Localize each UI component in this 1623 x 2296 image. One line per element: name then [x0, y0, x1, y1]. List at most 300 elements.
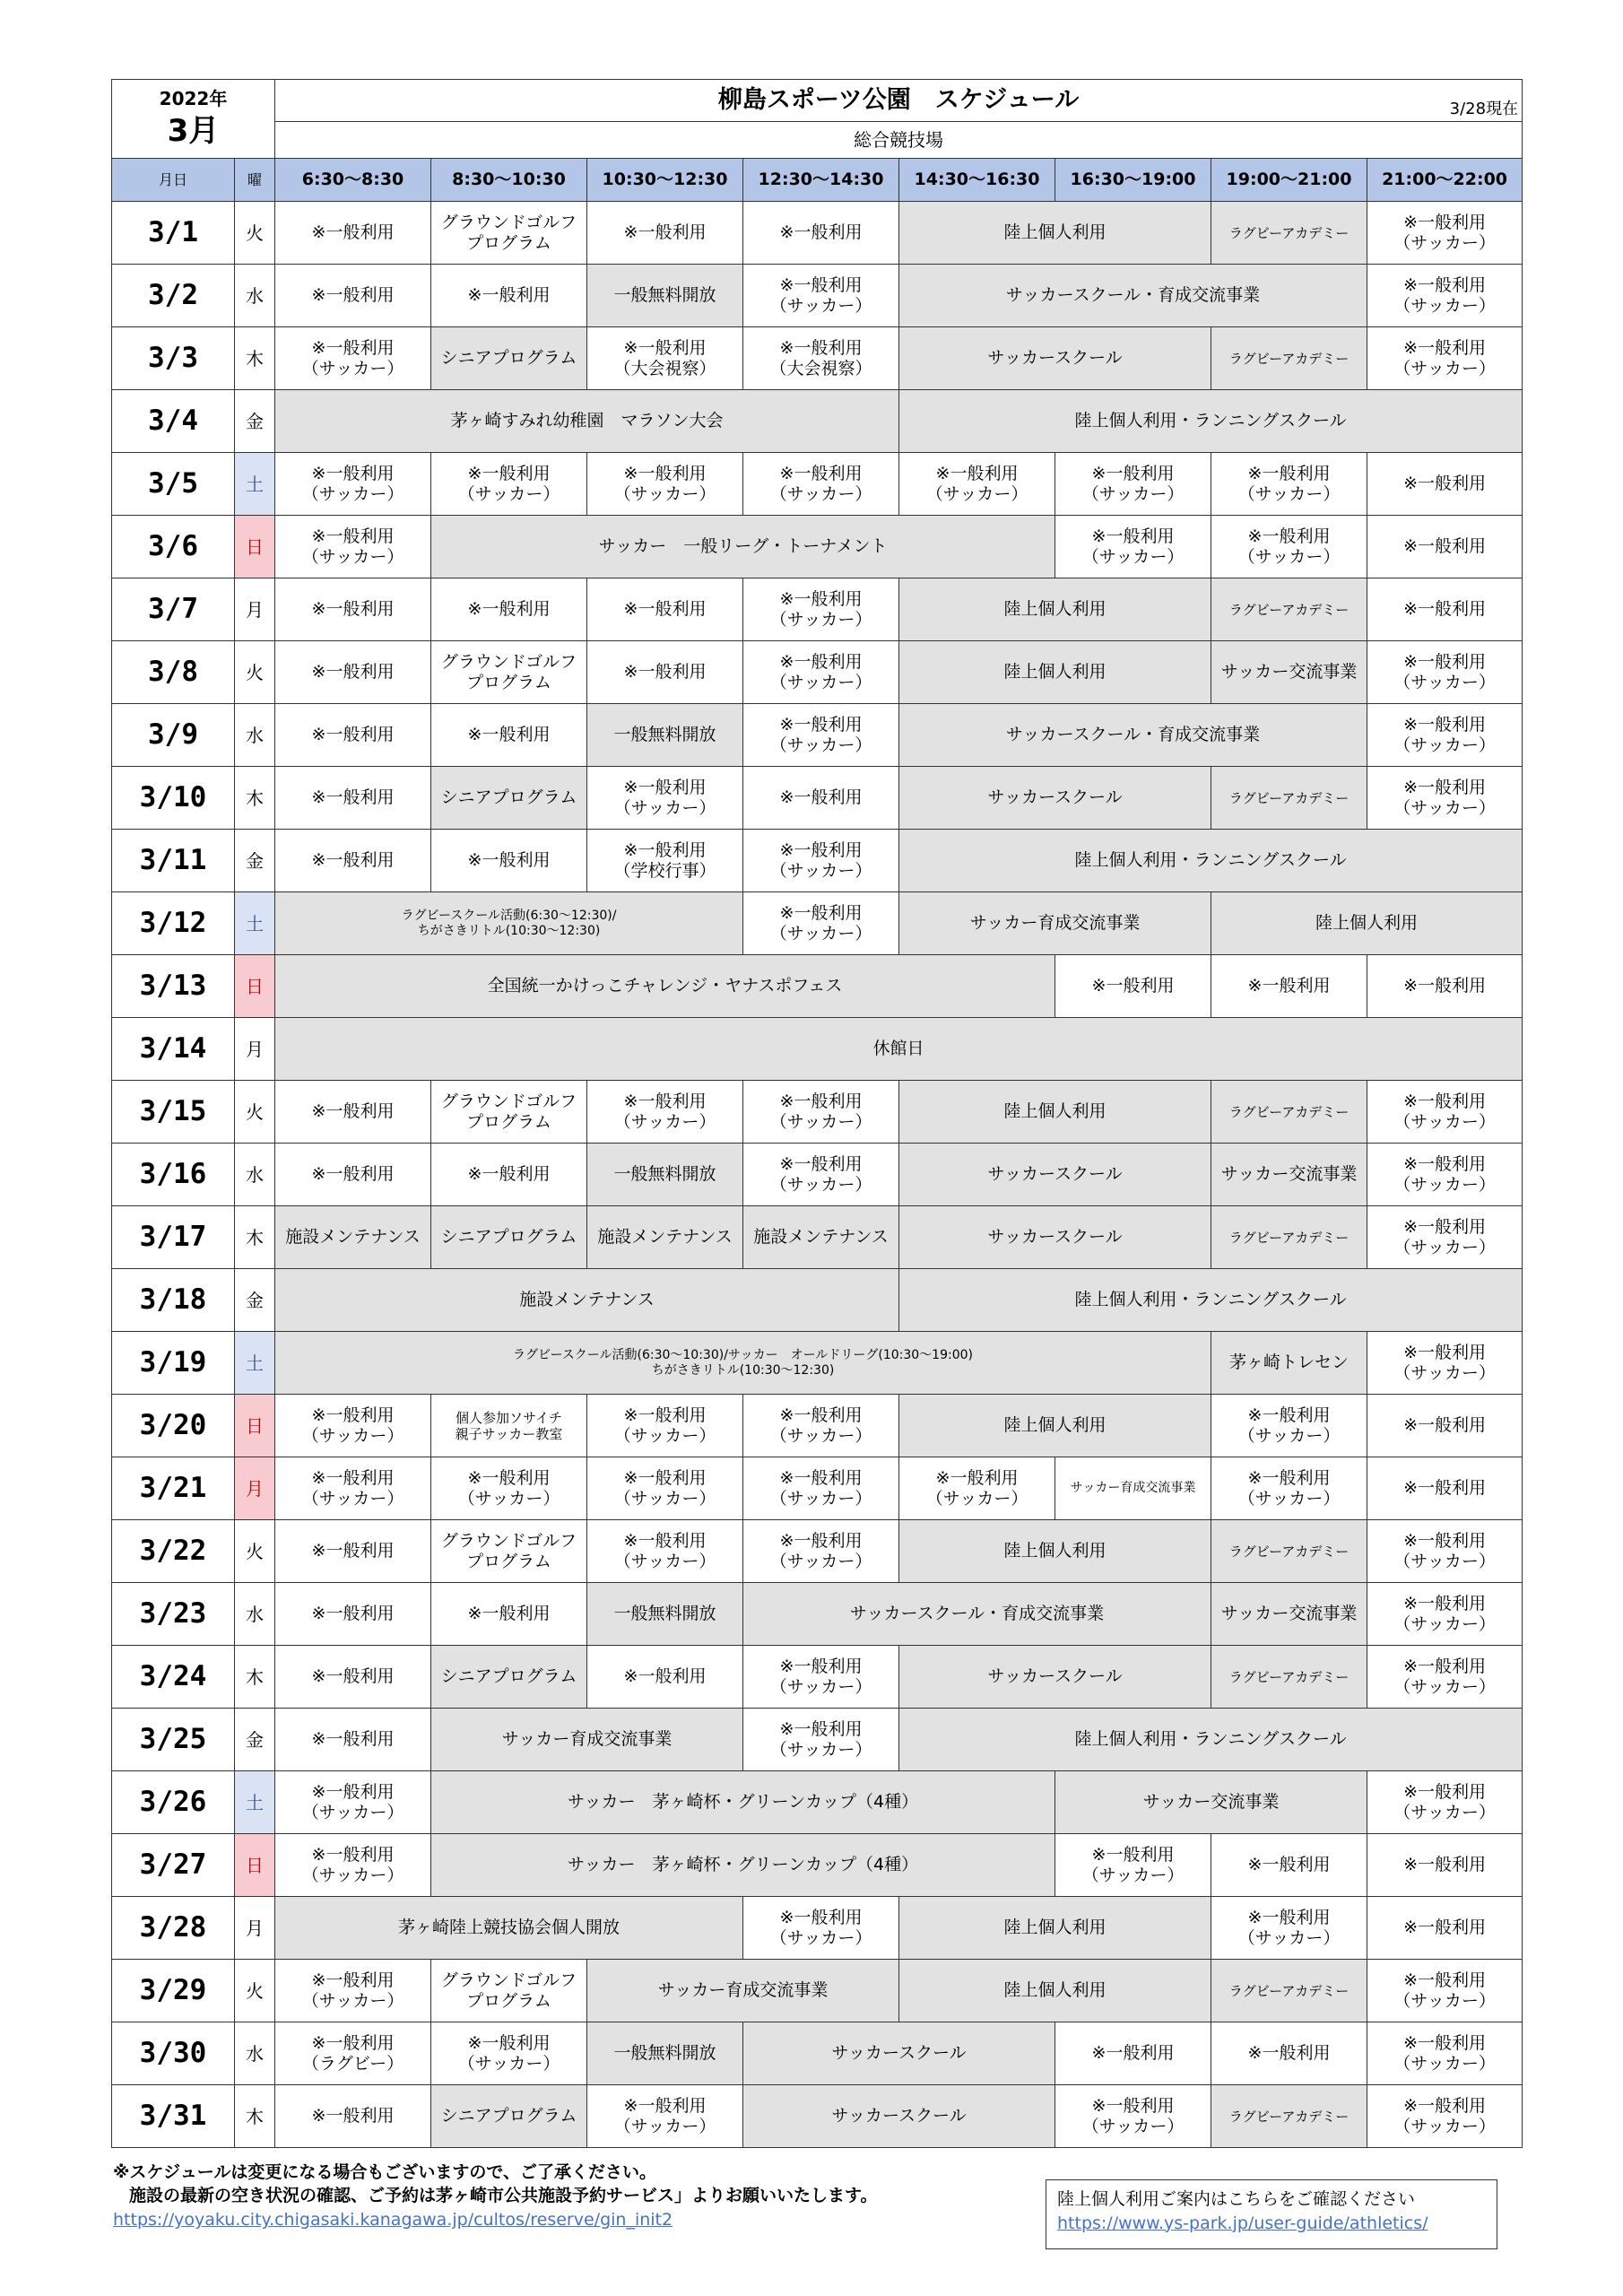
- schedule-cell: [899, 1269, 1523, 1332]
- schedule-cell: [587, 2022, 743, 2085]
- row-day-of-week: 水: [235, 1144, 275, 1206]
- schedule-cell-text: 施設メンテナンス: [597, 1227, 733, 1248]
- schedule-cell-text: ※一般利用: [311, 526, 395, 546]
- schedule-cell: [743, 1081, 899, 1144]
- athletics-info-box: [1046, 2179, 1497, 2249]
- schedule-cell-text: サッカー 一般リーグ・トーナメント: [598, 536, 888, 557]
- row-day-of-week: 土: [235, 892, 275, 955]
- schedule-cell-text: ※一般利用: [779, 1718, 863, 1739]
- schedule-cell: [1367, 1771, 1523, 1834]
- schedule-cell: [1367, 955, 1523, 1018]
- schedule-cell-text: グラウンドゴルフ: [440, 1091, 577, 1111]
- table-row: [112, 641, 1523, 704]
- schedule-cell: [1211, 1332, 1367, 1395]
- schedule-cell: [275, 1395, 431, 1457]
- schedule-cell-text: （サッカー）: [1237, 1425, 1341, 1446]
- schedule-cell-text: （サッカー）: [613, 797, 716, 818]
- schedule-cell: [587, 1081, 743, 1144]
- schedule-cell-text: （サッカー）: [1237, 483, 1341, 504]
- row-date: 3/27: [112, 1834, 235, 1897]
- schedule-cell: [899, 1646, 1211, 1709]
- schedule-cell: [1367, 1395, 1523, 1457]
- schedule-cell: [587, 1206, 743, 1269]
- schedule-cell: [899, 1960, 1211, 2022]
- schedule-cell: [899, 1709, 1523, 1771]
- schedule-cell-text: シニアプログラム: [440, 1227, 577, 1248]
- schedule-cell: [1211, 1457, 1367, 1520]
- schedule-cell-text: サッカースクール・育成交流事業: [1005, 285, 1261, 306]
- row-date: 3/28: [112, 1897, 235, 1960]
- schedule-cell-text: 陸上個人利用: [1003, 1415, 1107, 1436]
- schedule-cell-text: （サッカー）: [1393, 1676, 1496, 1697]
- schedule-cell-text: ※一般利用: [623, 222, 707, 243]
- schedule-cell-text: サッカースクール: [987, 1666, 1123, 1687]
- schedule-cell: [1211, 578, 1367, 641]
- schedule-cell: [899, 1395, 1211, 1457]
- schedule-cell: [587, 1144, 743, 1206]
- schedule-cell-text: （サッカー）: [769, 923, 872, 944]
- schedule-cell-text: （サッカー）: [1237, 1488, 1341, 1509]
- schedule-cell: [1055, 1834, 1211, 1897]
- schedule-cell-text: （サッカー）: [769, 1174, 872, 1195]
- schedule-cell-text: （サッカー）: [1393, 1551, 1496, 1571]
- schedule-cell: [275, 1144, 431, 1206]
- schedule-cell: [1055, 955, 1211, 1018]
- schedule-cell: [275, 202, 431, 265]
- athletics-info-link[interactable]: https://www.ys-park.jp/user-guide/athletics/: [1057, 2213, 1428, 2233]
- schedule-cell-text: サッカー 茅ヶ崎杯・グリーンカップ（4種）: [567, 1792, 919, 1813]
- schedule-cell-text: （サッカー）: [1393, 358, 1496, 378]
- row-date: 3/30: [112, 2022, 235, 2085]
- header-slot: 8:30～10:30: [431, 159, 587, 202]
- schedule-cell-text: ※一般利用: [623, 337, 707, 358]
- table-row: [112, 327, 1523, 390]
- schedule-cell-text: 陸上個人利用: [1003, 1541, 1107, 1561]
- table-row: [112, 1269, 1523, 1332]
- schedule-cell-text: ラグビーアカデミー: [1228, 224, 1350, 241]
- schedule-cell: [275, 830, 431, 892]
- schedule-cell: [275, 2022, 431, 2085]
- row-date: 3/15: [112, 1081, 235, 1144]
- schedule-cell-text: （サッカー）: [1081, 1865, 1185, 1885]
- schedule-cell: [275, 892, 743, 955]
- row-date: 3/3: [112, 327, 235, 390]
- schedule-cell: [899, 327, 1211, 390]
- schedule-cell: [1367, 641, 1523, 704]
- schedule-cell-text: ※一般利用: [1403, 2032, 1486, 2053]
- schedule-cell-text: （サッカー）: [1081, 483, 1185, 504]
- row-date: 3/9: [112, 704, 235, 767]
- schedule-cell-text: （サッカー）: [1393, 2116, 1496, 2136]
- schedule-cell-text: （サッカー）: [925, 483, 1028, 504]
- table-row: [112, 704, 1523, 767]
- schedule-cell-text: ※一般利用: [1247, 1467, 1331, 1488]
- schedule-cell-text: （サッカー）: [1393, 672, 1496, 692]
- schedule-cell-text: ※一般利用: [311, 1467, 395, 1488]
- table-row: [112, 1144, 1523, 1206]
- row-day-of-week: 日: [235, 1834, 275, 1897]
- table-row: [112, 202, 1523, 265]
- row-date: 3/29: [112, 1960, 235, 2022]
- schedule-cell-text: ※一般利用: [311, 285, 395, 306]
- row-date: 3/1: [112, 202, 235, 265]
- schedule-cell: [1367, 1583, 1523, 1646]
- schedule-cell-text: ※一般利用: [311, 1405, 395, 1425]
- schedule-cell-text: 一般無料開放: [613, 1164, 716, 1185]
- schedule-cell: [431, 265, 587, 327]
- schedule-cell: [275, 1018, 1523, 1081]
- schedule-cell: [1367, 327, 1523, 390]
- schedule-cell-text: サッカー育成交流事業: [657, 1980, 829, 2001]
- row-day-of-week: 月: [235, 578, 275, 641]
- table-row: [112, 955, 1523, 1018]
- schedule-cell-text: ※一般利用: [467, 463, 551, 483]
- schedule-cell-text: （サッカー）: [301, 358, 404, 378]
- schedule-cell: [275, 1457, 431, 1520]
- schedule-cell-text: サッカー育成交流事業: [1070, 1481, 1196, 1496]
- schedule-cell: [587, 2085, 743, 2148]
- schedule-cell-text: ※一般利用: [1247, 1405, 1331, 1425]
- schedule-cell-text: （サッカー）: [1393, 295, 1496, 316]
- header-slot: 14:30～16:30: [899, 159, 1055, 202]
- schedule-cell-text: ラグビーアカデミー: [1228, 350, 1350, 367]
- row-date: 3/8: [112, 641, 235, 704]
- schedule-cell-text: サッカースクール: [831, 2106, 967, 2126]
- schedule-cell-text: ※一般利用: [779, 337, 863, 358]
- schedule-cell-text: （サッカー）: [301, 1990, 404, 2011]
- schedule-cell-text: ※一般利用: [623, 1467, 707, 1488]
- table-row: [112, 1457, 1523, 1520]
- reservation-link[interactable]: https://yoyaku.city.chigasaki.kanagawa.jp/cultos/reserve/gin_init2: [113, 2210, 673, 2231]
- schedule-cell: [275, 955, 1055, 1018]
- schedule-cell-text: ※一般利用: [311, 1844, 395, 1865]
- schedule-cell-text: 茅ヶ崎陸上競技協会個人開放: [398, 1918, 621, 1938]
- schedule-cell: [1055, 453, 1211, 516]
- schedule-cell-text: （サッカー）: [1393, 1802, 1496, 1822]
- schedule-cell: [431, 453, 587, 516]
- schedule-cell: [275, 265, 431, 327]
- header-dow: 曜: [235, 159, 275, 202]
- facility-name: 総合競技場: [275, 122, 1523, 159]
- schedule-cell-text: ※一般利用: [467, 1467, 551, 1488]
- table-row: [112, 2022, 1523, 2085]
- schedule-cell: [275, 516, 431, 578]
- row-day-of-week: 土: [235, 453, 275, 516]
- row-date: 3/14: [112, 1018, 235, 1081]
- schedule-cell: [431, 327, 587, 390]
- schedule-cell: [1367, 516, 1523, 578]
- schedule-cell-text: ※一般利用: [1403, 474, 1486, 494]
- schedule-cell-text: ※一般利用: [1091, 2095, 1175, 2116]
- row-date: 3/6: [112, 516, 235, 578]
- schedule-cell: [275, 641, 431, 704]
- schedule-cell-text: （サッカー）: [301, 1425, 404, 1446]
- row-day-of-week: 金: [235, 390, 275, 453]
- schedule-cell: [275, 1960, 431, 2022]
- schedule-cell-text: ※一般利用: [1247, 2043, 1331, 2064]
- schedule-cell: [1211, 202, 1367, 265]
- schedule-cell: [899, 265, 1367, 327]
- schedule-cell-text: ※一般利用: [467, 2032, 551, 2053]
- schedule-cell: [431, 1520, 587, 1583]
- schedule-cell-text: サッカー交流事業: [1220, 1604, 1358, 1624]
- schedule-cell-text: （サッカー）: [1393, 1111, 1496, 1132]
- schedule-cell-text: サッカースクール: [987, 787, 1123, 808]
- schedule-cell-text: ※一般利用: [1403, 212, 1486, 232]
- schedule-cell: [275, 1646, 431, 1709]
- schedule-cell-text: ※一般利用: [779, 1656, 863, 1676]
- schedule-cell: [743, 1583, 1211, 1646]
- schedule-cell-text: ラグビーアカデミー: [1228, 601, 1350, 618]
- schedule-cell-text: ※一般利用: [1091, 463, 1175, 483]
- schedule-cell: [743, 704, 899, 767]
- schedule-cell-text: ※一般利用: [1403, 1970, 1486, 1990]
- row-day-of-week: 日: [235, 955, 275, 1018]
- schedule-cell: [275, 1834, 431, 1897]
- schedule-cell-text: ※一般利用: [1403, 2095, 1486, 2116]
- table-row: [112, 1520, 1523, 1583]
- schedule-cell-text: ※一般利用: [623, 1091, 707, 1111]
- schedule-cell-text: （サッカー）: [769, 672, 872, 692]
- schedule-cell: [587, 1520, 743, 1583]
- row-date: 3/13: [112, 955, 235, 1018]
- schedule-cell: [431, 1834, 1055, 1897]
- schedule-cell-text: 陸上個人利用・ランニングスクール: [1074, 850, 1347, 871]
- schedule-cell: [275, 1081, 431, 1144]
- schedule-cell-text: 陸上個人利用: [1003, 599, 1107, 620]
- schedule-cell-text: ※一般利用: [1403, 274, 1486, 295]
- schedule-cell-text: ラグビーアカデミー: [1228, 2108, 1350, 2125]
- schedule-cell-text: ※一般利用: [1403, 1781, 1486, 1802]
- schedule-cell-text: プログラム: [466, 232, 551, 253]
- schedule-cell-text: サッカースクール: [987, 1227, 1123, 1248]
- schedule-cell: [1211, 453, 1367, 516]
- schedule-cell-text: （サッカー）: [301, 483, 404, 504]
- schedule-cell: [587, 578, 743, 641]
- table-row: [112, 516, 1523, 578]
- schedule-cell-text: （サッカー）: [457, 1488, 560, 1509]
- schedule-cell: [743, 1520, 899, 1583]
- table-row: [112, 892, 1523, 955]
- schedule-cell-text: （サッカー）: [1393, 2053, 1496, 2074]
- schedule-cell-text: ※一般利用: [779, 839, 863, 860]
- schedule-cell-text: ※一般利用: [1403, 1530, 1486, 1551]
- note-reservation: 施設の最新の空き状況の確認、ご予約は茅ヶ崎市公共施設予約サービス」よりお願いいたします。: [129, 2185, 878, 2205]
- schedule-cell-text: ※一般利用: [1247, 1907, 1331, 1927]
- schedule-cell: [899, 830, 1523, 892]
- schedule-cell-text: 陸上個人利用: [1003, 1101, 1107, 1122]
- schedule-cell: [743, 2085, 1055, 2148]
- row-day-of-week: 金: [235, 1269, 275, 1332]
- schedule-cell: [275, 390, 899, 453]
- column-header-row: [112, 159, 1523, 202]
- schedule-cell-text: ※一般利用: [623, 777, 707, 797]
- row-day-of-week: 木: [235, 1646, 275, 1709]
- schedule-cell-text: ※一般利用: [1403, 1415, 1486, 1436]
- schedule-cell: [587, 767, 743, 830]
- schedule-cell-text: ※一般利用: [623, 662, 707, 683]
- schedule-cell-text: サッカー交流事業: [1142, 1792, 1280, 1813]
- schedule-cell: [899, 1081, 1211, 1144]
- schedule-cell-text: ※一般利用: [779, 714, 863, 735]
- schedule-cell: [743, 1457, 899, 1520]
- schedule-cell: [1367, 767, 1523, 830]
- schedule-cell: [275, 2085, 431, 2148]
- schedule-cell-text: サッカースクール: [987, 348, 1123, 369]
- schedule-cell-text: （サッカー）: [301, 1488, 404, 1509]
- row-date: 3/22: [112, 1520, 235, 1583]
- schedule-cell-text: ※一般利用: [779, 902, 863, 923]
- row-date: 3/2: [112, 265, 235, 327]
- schedule-cell-text: ※一般利用: [1091, 976, 1175, 996]
- schedule-cell: [899, 578, 1211, 641]
- schedule-cell: [743, 1897, 899, 1960]
- schedule-cell-text: （サッカー）: [613, 2116, 716, 2136]
- footer-notes: [113, 2161, 877, 2232]
- header-slot: 12:30～14:30: [743, 159, 899, 202]
- schedule-cell: [431, 830, 587, 892]
- row-day-of-week: 月: [235, 1457, 275, 1520]
- schedule-cell-text: サッカー 茅ヶ崎杯・グリーンカップ（4種）: [567, 1855, 919, 1875]
- schedule-cell-text: ※一般利用: [311, 2106, 395, 2126]
- schedule-cell: [1211, 1897, 1367, 1960]
- schedule-cell: [1211, 516, 1367, 578]
- table-row: [112, 1960, 1523, 2022]
- schedule-cell-text: 陸上個人利用: [1003, 662, 1107, 683]
- schedule-cell-text: 全国統一かけっこチャレンジ・ヤナスポフェス: [487, 976, 843, 996]
- schedule-cell-text: （サッカー）: [1393, 735, 1496, 755]
- table-row: [112, 1771, 1523, 1834]
- schedule-cell-text: （サッカー）: [1393, 1174, 1496, 1195]
- schedule-cell-text: 陸上個人利用: [1003, 222, 1107, 243]
- row-day-of-week: 月: [235, 1018, 275, 1081]
- schedule-cell: [1055, 2022, 1211, 2085]
- schedule-cell-text: ※一般利用: [467, 285, 551, 306]
- header-slot: 6:30～8:30: [275, 159, 431, 202]
- schedule-cell-text: シニアプログラム: [440, 348, 577, 369]
- row-date: 3/5: [112, 453, 235, 516]
- schedule-cell: [1055, 1771, 1367, 1834]
- schedule-cell: [899, 704, 1367, 767]
- note-change: ※スケジュールは変更になる場合もございますので、ご了承ください。: [113, 2162, 656, 2182]
- schedule-cell: [1055, 516, 1211, 578]
- title-cell: [275, 80, 1523, 122]
- schedule-cell-text: ※一般利用: [1403, 976, 1486, 996]
- schedule-cell: [743, 1646, 899, 1709]
- schedule-cell: [899, 1897, 1211, 1960]
- schedule-cell: [743, 578, 899, 641]
- row-day-of-week: 金: [235, 830, 275, 892]
- schedule-cell: [743, 1395, 899, 1457]
- row-date: 3/31: [112, 2085, 235, 2148]
- schedule-cell-text: プログラム: [466, 1551, 551, 1571]
- schedule-cell-text: （大会視察）: [769, 358, 872, 378]
- header-slot: 21:00～22:00: [1367, 159, 1523, 202]
- row-day-of-week: 火: [235, 641, 275, 704]
- schedule-cell: [1367, 1960, 1523, 2022]
- schedule-cell-text: ※一般利用: [311, 2032, 395, 2053]
- schedule-cell-text: ※一般利用: [623, 1666, 707, 1687]
- row-day-of-week: 木: [235, 1206, 275, 1269]
- row-date: 3/7: [112, 578, 235, 641]
- schedule-cell: [1367, 1206, 1523, 1269]
- schedule-cell-text: ※一般利用: [779, 1091, 863, 1111]
- schedule-cell-text: ※一般利用: [779, 1153, 863, 1174]
- row-date: 3/21: [112, 1457, 235, 1520]
- schedule-cell: [1211, 767, 1367, 830]
- schedule-cell-text: ※一般利用: [1403, 777, 1486, 797]
- schedule-cell: [1367, 1646, 1523, 1709]
- table-row: [112, 1395, 1523, 1457]
- schedule-cell: [1211, 955, 1367, 1018]
- schedule-cell-text: シニアプログラム: [440, 1666, 577, 1687]
- schedule-cell-text: ※一般利用: [1403, 1918, 1486, 1938]
- schedule-cell: [743, 1206, 899, 1269]
- schedule-cell: [1211, 1206, 1367, 1269]
- schedule-cell: [743, 327, 899, 390]
- schedule-cell-text: （サッカー）: [613, 1111, 716, 1132]
- schedule-cell-text: サッカー交流事業: [1220, 662, 1358, 683]
- schedule-cell-text: ※一般利用: [311, 463, 395, 483]
- row-day-of-week: 金: [235, 1709, 275, 1771]
- schedule-cell-text: ※一般利用: [779, 787, 863, 808]
- schedule-cell: [431, 1081, 587, 1144]
- row-date: 3/20: [112, 1395, 235, 1457]
- schedule-cell-text: ※一般利用: [1403, 1091, 1486, 1111]
- schedule-cell-text: ※一般利用: [779, 222, 863, 243]
- schedule-cell-text: ※一般利用: [1247, 1855, 1331, 1875]
- schedule-cell: [1211, 1395, 1367, 1457]
- schedule-cell: [431, 641, 587, 704]
- schedule-cell-text: プログラム: [466, 1111, 551, 1132]
- schedule-cell-text: ※一般利用: [311, 1729, 395, 1750]
- schedule-cell-text: 陸上個人利用・ランニングスクール: [1074, 1290, 1347, 1310]
- schedule-cell-text: ※一般利用: [935, 1467, 1019, 1488]
- schedule-cell: [1367, 578, 1523, 641]
- schedule-cell-text: 施設メンテナンス: [285, 1227, 421, 1248]
- row-day-of-week: 木: [235, 2085, 275, 2148]
- schedule-cell: [275, 1583, 431, 1646]
- schedule-cell: [899, 892, 1211, 955]
- schedule-cell: [587, 641, 743, 704]
- schedule-cell-text: ※一般利用: [1091, 1844, 1175, 1865]
- schedule-cell: [587, 453, 743, 516]
- schedule-cell-text: ※一般利用: [311, 787, 395, 808]
- row-day-of-week: 火: [235, 1520, 275, 1583]
- schedule-table: [111, 79, 1523, 2148]
- schedule-cell-text: ※一般利用: [779, 651, 863, 672]
- schedule-cell-text: ※一般利用: [1403, 337, 1486, 358]
- schedule-cell-text: （サッカー）: [769, 1676, 872, 1697]
- schedule-cell-text: グラウンドゴルフ: [440, 212, 577, 232]
- header-slot: 10:30～12:30: [587, 159, 743, 202]
- schedule-cell-text: ※一般利用: [311, 1541, 395, 1561]
- schedule-cell-text: ラグビーアカデミー: [1228, 789, 1350, 806]
- schedule-cell-text: （サッカー）: [769, 735, 872, 755]
- schedule-cell-text: ※一般利用: [779, 1907, 863, 1927]
- schedule-cell: [275, 453, 431, 516]
- schedule-cell-text: ※一般利用: [1247, 526, 1331, 546]
- schedule-cell-text: ※一般利用: [779, 463, 863, 483]
- athletics-info-text: 陸上個人利用ご案内はこちらをご確認ください: [1057, 2189, 1416, 2209]
- schedule-cell: [587, 704, 743, 767]
- schedule-cell-text: ※一般利用: [311, 222, 395, 243]
- schedule-cell: [275, 704, 431, 767]
- schedule-cell-text: ※一般利用: [1403, 1342, 1486, 1362]
- table-row: [112, 1709, 1523, 1771]
- schedule-cell-text: ※一般利用: [935, 463, 1019, 483]
- schedule-cell-text: ※一般利用: [467, 599, 551, 620]
